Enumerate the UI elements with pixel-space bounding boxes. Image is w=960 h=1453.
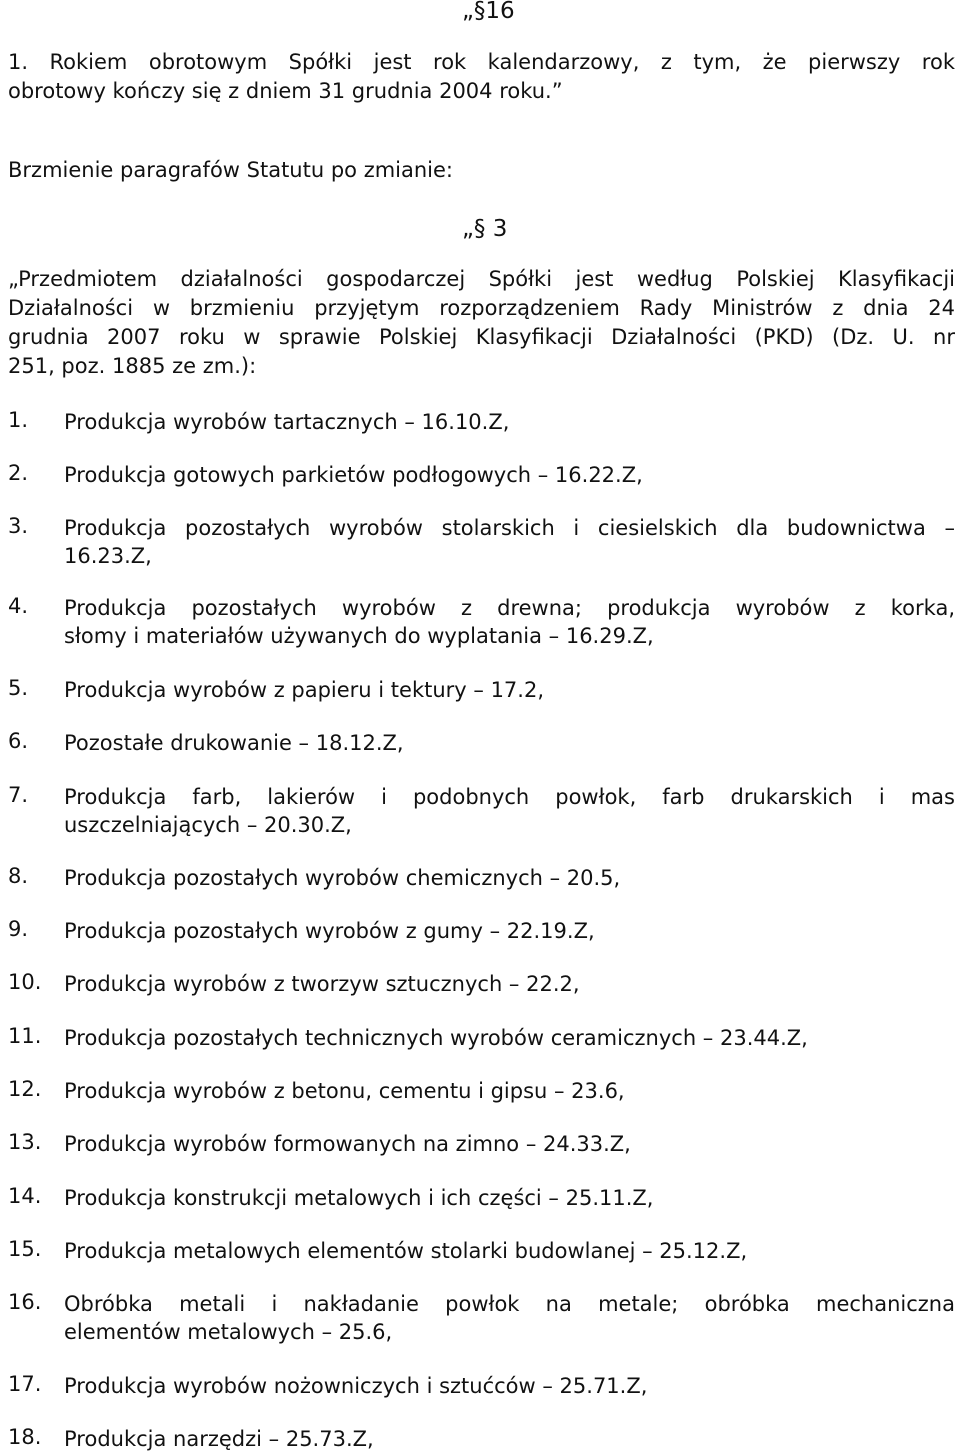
- list-item-line: Produkcja konstrukcji metalowych i ich części – 25.11.Z,: [64, 1186, 654, 1210]
- list-item-text: [64, 1372, 955, 1400]
- paragraph-3-line: Działalności w brzmieniu przyjętym rozporządzeniem Rady Ministrów z dnia 24: [8, 296, 955, 320]
- list-item-number: 7.: [8, 783, 29, 807]
- list-item-line: Produkcja narzędzi – 25.73.Z,: [64, 1427, 374, 1451]
- list-item-line: Obróbka metali i nakładanie powłok na metale; obróbka mechaniczna: [64, 1292, 955, 1316]
- list-item-line: Produkcja metalowych elementów stolarki budowlanej – 25.12.Z,: [64, 1239, 748, 1263]
- list-item-number: 17.: [8, 1372, 42, 1396]
- list-item-number: 1.: [8, 408, 29, 432]
- list-item-number: 2.: [8, 461, 29, 485]
- list-item-text: [64, 1290, 955, 1346]
- paragraph-3-heading: „§ 3: [462, 216, 508, 242]
- list-item-text: [64, 1130, 955, 1158]
- list-item-text: [64, 729, 955, 757]
- list-item-line: słomy i materiałów używanych do wyplatania – 16.29.Z,: [64, 624, 654, 648]
- list-item-line: elementów metalowych – 25.6,: [64, 1320, 393, 1344]
- list-item-text: [64, 783, 955, 839]
- paragraph-3-line: „Przedmiotem działalności gospodarczej Spółki jest według Polskiej Klasyfikacji: [8, 267, 955, 291]
- list-item-text: [64, 594, 955, 650]
- list-item-text: [64, 1184, 955, 1212]
- list-item-number: 18.: [8, 1425, 42, 1449]
- paragraph-3-line: 251, poz. 1885 ze zm.):: [8, 354, 257, 378]
- paragraph-16-heading: „§16: [462, 0, 515, 24]
- list-item-number: 3.: [8, 514, 29, 538]
- list-item-number: 9.: [8, 917, 29, 941]
- list-item-text: [64, 1077, 955, 1105]
- list-item-number: 11.: [8, 1024, 42, 1048]
- list-item-line: uszczelniających – 20.30.Z,: [64, 813, 352, 837]
- list-item-line: Produkcja wyrobów z betonu, cementu i gipsu – 23.6,: [64, 1079, 625, 1103]
- list-item-text: [64, 1237, 955, 1265]
- list-item-line: Produkcja pozostałych wyrobów z drewna; produkcja wyrobów z korka,: [64, 596, 955, 620]
- list-item-number: 14.: [8, 1184, 42, 1208]
- paragraph-16-line-2: obrotowy kończy się z dniem 31 grudnia 2004 roku.”: [8, 79, 563, 103]
- list-item-text: [64, 1425, 955, 1453]
- paragraph-3-line: grudnia 2007 roku w sprawie Polskiej Klasyfikacji Działalności (PKD) (Dz. U. nr: [8, 325, 955, 349]
- list-item-text: [64, 514, 955, 570]
- list-item-line: Produkcja farb, lakierów i podobnych powłok, farb drukarskich i mas: [64, 785, 955, 809]
- list-item-text: [64, 461, 955, 489]
- list-item-line: Produkcja wyrobów z papieru i tektury – 17.2,: [64, 678, 545, 702]
- list-item-text: [64, 1024, 955, 1052]
- list-item-line: Produkcja pozostałych wyrobów z gumy – 22.19.Z,: [64, 919, 595, 943]
- list-item-number: 10.: [8, 970, 42, 994]
- list-item-line: Pozostałe drukowanie – 18.12.Z,: [64, 731, 404, 755]
- list-item-line: Produkcja wyrobów z tworzyw sztucznych – 22.2,: [64, 972, 580, 996]
- list-item-line: Produkcja wyrobów formowanych na zimno – 24.33.Z,: [64, 1132, 631, 1156]
- list-item-number: 8.: [8, 864, 29, 888]
- intro-text: Brzmienie paragrafów Statutu po zmianie:: [8, 158, 454, 182]
- list-item-number: 6.: [8, 729, 29, 753]
- list-item-line: Produkcja wyrobów tartacznych – 16.10.Z,: [64, 410, 510, 434]
- list-item-line: Produkcja pozostałych wyrobów stolarskich i ciesielskich dla budownictwa –: [64, 516, 955, 540]
- list-item-line: Produkcja pozostałych technicznych wyrobów ceramicznych – 23.44.Z,: [64, 1026, 808, 1050]
- list-item-text: [64, 676, 955, 704]
- list-item-text: [64, 970, 955, 998]
- list-item-text: [64, 917, 955, 945]
- list-item-number: 16.: [8, 1290, 42, 1314]
- list-item-text: [64, 408, 955, 436]
- list-item-line: Produkcja gotowych parkietów podłogowych – 16.22.Z,: [64, 463, 643, 487]
- list-item-number: 12.: [8, 1077, 42, 1101]
- paragraph-16-line-1: 1. Rokiem obrotowym Spółki jest rok kalendarzowy, z tym, że pierwszy rok: [8, 50, 955, 74]
- list-item-line: 16.23.Z,: [64, 544, 152, 568]
- list-item-line: Produkcja wyrobów nożowniczych i sztućców – 25.71.Z,: [64, 1374, 648, 1398]
- list-item-number: 4.: [8, 594, 29, 618]
- list-item-number: 13.: [8, 1130, 42, 1154]
- list-item-number: 5.: [8, 676, 29, 700]
- list-item-text: [64, 864, 955, 892]
- list-item-line: Produkcja pozostałych wyrobów chemicznych – 20.5,: [64, 866, 621, 890]
- list-item-number: 15.: [8, 1237, 42, 1261]
